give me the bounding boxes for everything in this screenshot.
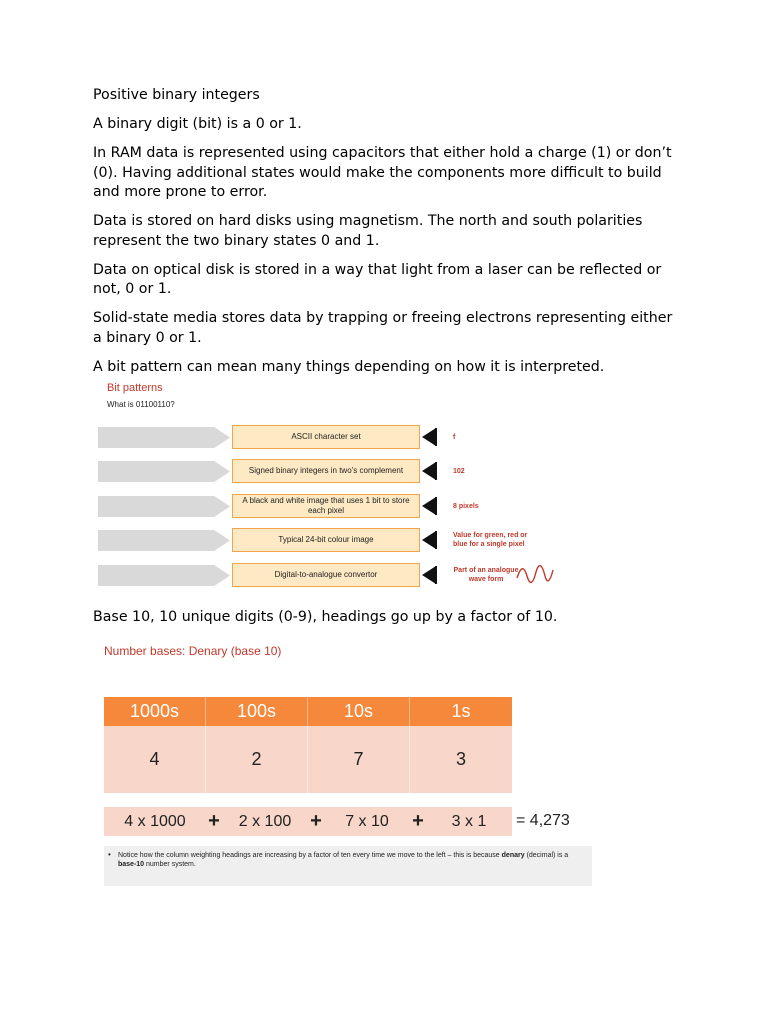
column-heading: 1000s bbox=[104, 697, 206, 726]
analogue-wave-icon bbox=[515, 562, 555, 588]
plus-sign: + bbox=[310, 810, 322, 832]
digit-cell: 3 bbox=[410, 726, 512, 793]
pointer-bar bbox=[435, 566, 437, 584]
pointer-bar bbox=[435, 531, 437, 549]
plus-sign: + bbox=[208, 810, 220, 832]
pointer-bar bbox=[435, 428, 437, 446]
expansion-term: 4 x 1000 bbox=[124, 812, 186, 830]
interpretation-box: A black and white image that uses 1 bit to store each pixel bbox=[232, 494, 420, 518]
grey-arrow bbox=[98, 530, 230, 551]
grey-arrow bbox=[98, 496, 230, 517]
plus-sign: + bbox=[412, 810, 424, 832]
bit-patterns-title: Bit patterns bbox=[107, 382, 163, 394]
paragraph-bit-definition: A binary digit (bit) is a 0 or 1. bbox=[93, 116, 302, 132]
pointer-triangle-icon bbox=[422, 566, 436, 584]
interpretation-box: Typical 24-bit colour image bbox=[232, 528, 420, 552]
paragraph-solid-state: Solid-state media stores data by trapping or freeing electrons representing either a binary 0 or 1. bbox=[93, 310, 673, 346]
pointer-bar bbox=[435, 462, 437, 480]
grey-arrow bbox=[98, 427, 230, 448]
expansion-term: 3 x 1 bbox=[451, 812, 487, 830]
column-heading: 10s bbox=[308, 697, 410, 726]
pointer-triangle-icon bbox=[422, 497, 436, 515]
expansion-row bbox=[104, 807, 512, 836]
note-text: number system. bbox=[144, 861, 196, 868]
bit-pattern-row bbox=[96, 494, 576, 518]
pointer-triangle-icon bbox=[422, 428, 436, 446]
paragraph-hard-disk: Data is stored on hard disks using magnetism. The north and south polarities represent the two binary states 0 and 1. bbox=[93, 213, 643, 249]
grey-arrow bbox=[98, 461, 230, 482]
note-box bbox=[104, 846, 592, 886]
heading-positive-binary: Positive binary integers bbox=[93, 87, 260, 103]
interpretation-result: Part of an analogue wave form bbox=[453, 567, 519, 583]
interpretation-result: 102 bbox=[453, 467, 465, 475]
denary-title: Number bases: Denary (base 10) bbox=[104, 644, 282, 658]
interpretation-result: f bbox=[453, 433, 456, 441]
note-text: (decimal) is a bbox=[524, 852, 569, 859]
bit-pattern-row bbox=[96, 528, 576, 552]
digit-cell: 4 bbox=[104, 726, 206, 793]
pointer-bar bbox=[435, 497, 437, 515]
column-heading: 1s bbox=[410, 697, 512, 726]
bit-patterns-figure bbox=[96, 380, 576, 592]
pointer-triangle-icon bbox=[422, 462, 436, 480]
paragraph-optical-disk: Data on optical disk is stored in a way that light from a laser can be reflected or not, 0 or 1. bbox=[93, 261, 662, 297]
bit-pattern-row bbox=[96, 459, 576, 483]
note-bold: base-10 bbox=[118, 861, 145, 868]
interpretation-box: Digital-to-analogue convertor bbox=[232, 563, 420, 587]
base10-caption: Base 10, 10 unique digits (0-9), headings go up by a factor of 10. bbox=[93, 609, 558, 625]
digit-cell: 2 bbox=[206, 726, 308, 793]
expansion-term: 7 x 10 bbox=[345, 812, 389, 830]
bit-pattern-row bbox=[96, 425, 576, 449]
paragraph-ram: In RAM data is represented using capacitors that either hold a charge (1) or don’t (0). Having additional states would make the components more difficult to build and more prone to error. bbox=[93, 145, 672, 200]
pointer-triangle-icon bbox=[422, 531, 436, 549]
bit-patterns-question: What is 01100110? bbox=[107, 400, 175, 409]
note-text: Notice how the column weighting headings are increasing by a factor of ten every time we move to the left – this is because bbox=[118, 852, 502, 859]
digit-row bbox=[104, 726, 512, 793]
column-heading: 100s bbox=[206, 697, 308, 726]
interpretation-result: Value for green, red or blue for a single pixel bbox=[453, 532, 528, 548]
heading-row bbox=[104, 697, 512, 726]
interpretation-box: Signed binary integers in two’s complement bbox=[232, 459, 420, 483]
paragraph-bit-pattern: A bit pattern can mean many things depending on how it is interpreted. bbox=[93, 358, 605, 375]
grey-arrow bbox=[98, 565, 230, 586]
digit-cell: 7 bbox=[308, 726, 410, 793]
expansion-term: 2 x 100 bbox=[238, 812, 292, 830]
bit-pattern-row bbox=[96, 563, 576, 587]
bullet-icon: • bbox=[108, 850, 111, 859]
place-value-table bbox=[104, 697, 512, 793]
denary-figure bbox=[96, 638, 598, 888]
note-bold: denary bbox=[501, 852, 525, 859]
interpretation-box: ASCII character set bbox=[232, 425, 420, 449]
expansion-result: = 4,273 bbox=[516, 812, 570, 829]
interpretation-result: 8 pixels bbox=[453, 502, 479, 510]
document-body bbox=[93, 86, 683, 387]
